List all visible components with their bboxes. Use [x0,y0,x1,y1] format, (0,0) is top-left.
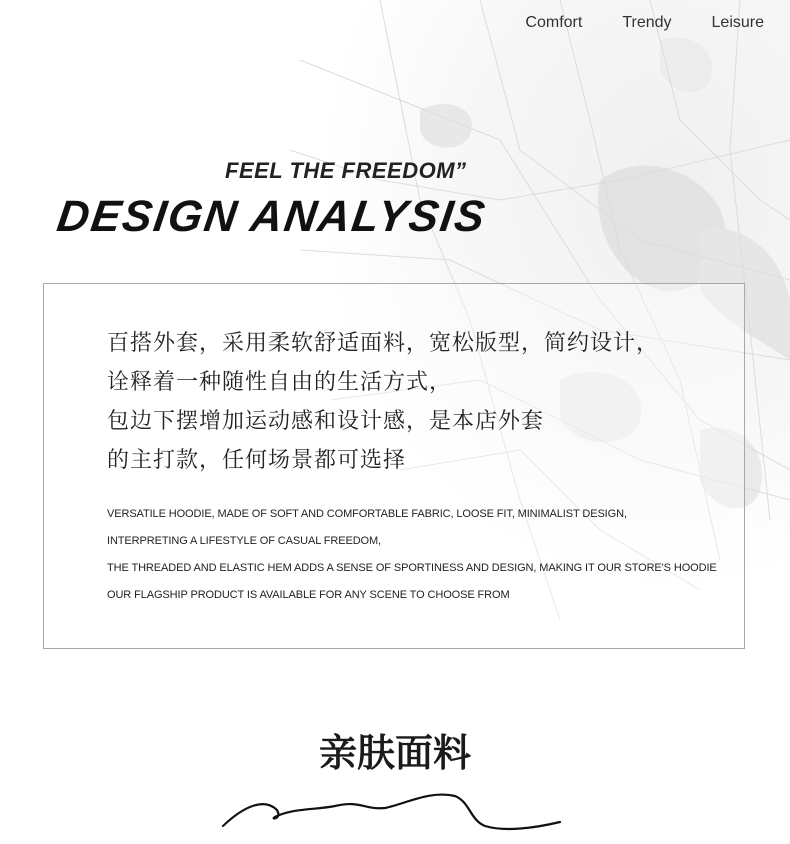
cn-line: 包边下摆增加运动感和设计感，是本店外套 [107,409,545,434]
decorative-swash [215,780,565,840]
tag-leisure: Leisure [711,14,764,31]
description-box [43,283,745,649]
chinese-description [107,324,659,480]
tag-trendy: Trendy [622,14,672,31]
feature-tags [525,14,764,32]
tag-comfort: Comfort [525,14,583,31]
cn-line: 百搭外套，采用柔软舒适面料，宽松版型，简约设计， [107,331,660,356]
english-description [107,501,717,609]
tagline: FEEL THE FREEDOM” [225,158,467,183]
headline: DESIGN ANALYSIS [54,192,490,241]
cn-line: 诠释着一种随性自由的生活方式， [107,370,453,395]
cn-line: 的主打款，任何场景都可选择 [107,448,407,473]
en-line: OUR FLAGSHIP PRODUCT IS AVAILABLE FOR ANY SCENE TO CHOOSE FROM [107,589,510,601]
en-line: INTERPRETING A LIFESTYLE OF CASUAL FREEDOM, [107,535,382,547]
en-line: VERSATILE HOODIE, MADE OF SOFT AND COMFORTABLE FABRIC, LOOSE FIT, MINIMALIST DESIGN, [107,508,627,520]
section-title: 亲肤面料 [318,731,471,775]
en-line: THE THREADED AND ELASTIC HEM ADDS A SENSE OF SPORTINESS AND DESIGN, MAKING IT OUR STORE'S HOODIE [107,562,717,574]
